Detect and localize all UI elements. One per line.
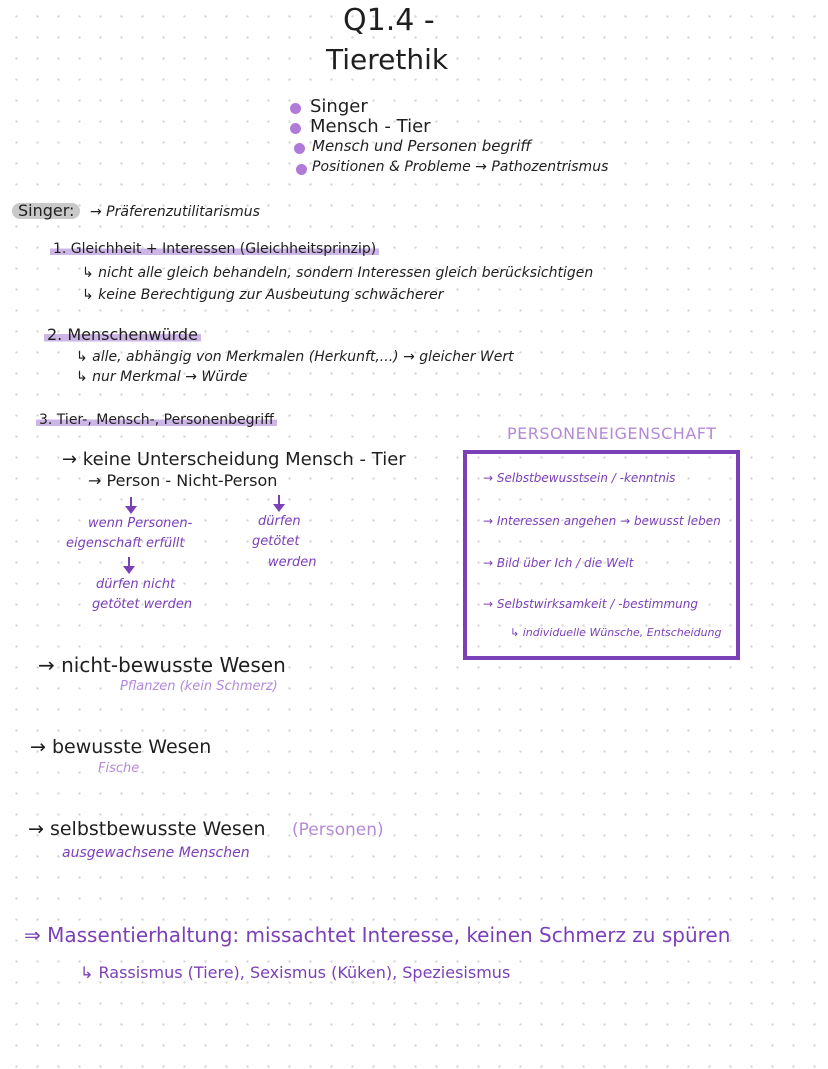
right-branch-line: dürfen (258, 514, 301, 529)
arrow-down-icon (128, 557, 130, 572)
topic-item: Positionen & Probleme → Pathozentrismus (312, 159, 609, 175)
arrow-down-icon (130, 497, 132, 512)
conclusion-line: ↳ Rassismus (Tiere), Sexismus (Küken), Speziesismus (80, 963, 511, 982)
box-item: → Selbstbewusstsein / -kenntnis (483, 471, 676, 485)
topic-item: Singer (310, 96, 368, 117)
note-title: Tierethik (326, 43, 449, 76)
right-branch-line: werden (268, 555, 317, 570)
being-note: Fische (98, 761, 140, 776)
left-branch-line: eigenschaft erfüllt (66, 536, 185, 551)
left-result-line: dürfen nicht (96, 577, 176, 592)
conclusion-line: ⇒ Massentierhaltung: missachtet Interesse, keinen Schmerz zu spüren (24, 923, 731, 947)
box-item: → Selbstwirksamkeit / -bestimmung (483, 597, 698, 611)
topic-item: Mensch und Personen begriff (312, 137, 532, 155)
section2-line: ↳ nur Merkmal → Würde (76, 369, 248, 385)
singer-label: Singer: (12, 203, 80, 219)
being-label: → selbstbewusste Wesen (28, 818, 266, 840)
box-item: → Interessen angehen → bewusst leben (483, 514, 721, 528)
being-note: ausgewachsene Menschen (62, 845, 250, 861)
topic-item: Mensch - Tier (310, 116, 431, 137)
left-branch-line: wenn Personen- (88, 516, 193, 531)
being-label: → bewusste Wesen (30, 736, 212, 758)
arrow-down-icon (278, 495, 280, 510)
being-tag: (Personen) (292, 820, 384, 840)
left-result-line: getötet werden (92, 597, 193, 612)
being-note: Pflanzen (kein Schmerz) (120, 679, 278, 694)
section2-heading: 2. Menschenwürde (44, 327, 201, 343)
section3-line: → Person - Nicht-Person (88, 471, 278, 490)
section1-heading: 1. Gleichheit + Interessen (Gleichheitsprinzip) (50, 242, 379, 256)
section3-line: → keine Unterscheidung Mensch - Tier (62, 449, 406, 470)
box-subitem: ↳ individuelle Wünsche, Entscheidung (510, 626, 722, 639)
being-label: → nicht-bewusste Wesen (38, 653, 286, 677)
right-branch-line: getötet (252, 534, 300, 549)
bullet-dot (290, 103, 301, 114)
section1-line: ↳ nicht alle gleich behandeln, sondern Interessen gleich berücksichtigen (82, 265, 594, 281)
singer-text: → Präferenzutilitarismus (90, 204, 260, 220)
box-title: PERSONENEIGENSCHAFT (507, 424, 717, 443)
bullet-dot (290, 123, 301, 134)
section2-line: ↳ alle, abhängig von Merkmalen (Herkunft,...) → gleicher Wert (76, 349, 514, 365)
section3-heading: 3. Tier-, Mensch-, Personenbegriff (36, 413, 277, 427)
note-code: Q1.4 - (343, 3, 435, 38)
bullet-dot (294, 143, 305, 154)
section1-line: ↳ keine Berechtigung zur Ausbeutung schwächerer (82, 287, 444, 303)
box-item: → Bild über Ich / die Welt (483, 556, 634, 570)
bullet-dot (296, 164, 307, 175)
